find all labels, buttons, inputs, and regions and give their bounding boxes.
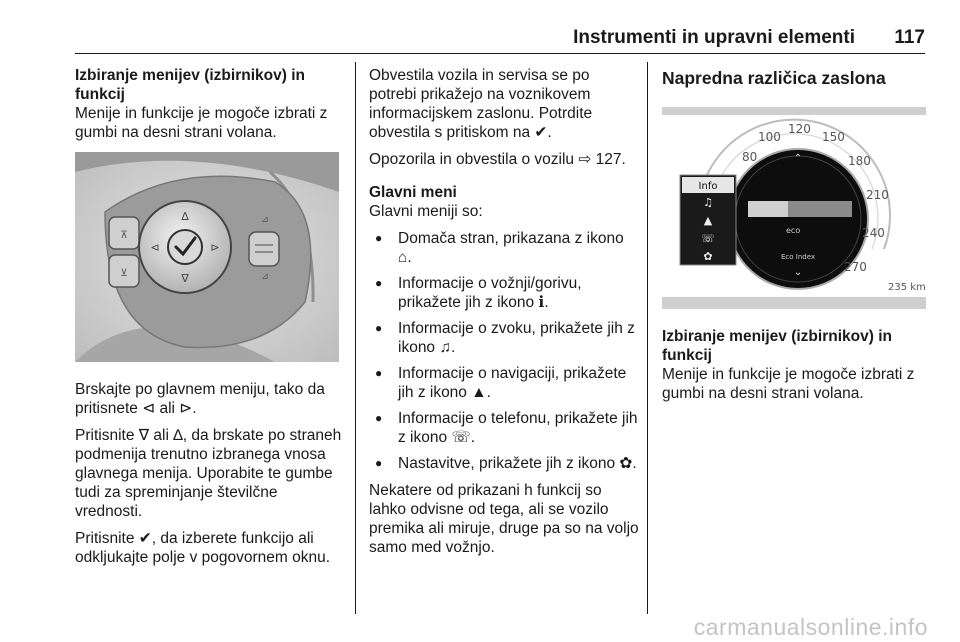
instrument-display-image (662, 99, 926, 309)
list-item: ● Nastavitve, prikažete jih z ikono ✿. (369, 454, 639, 473)
steering-wheel-illustration (75, 152, 339, 362)
menu-label-info: Info (698, 181, 718, 192)
svg-text:⌄: ⌄ (793, 267, 803, 278)
page-header (75, 28, 925, 52)
col2-heading: Glavni meni (369, 184, 457, 201)
steering-wheel-controls-image (75, 152, 339, 362)
header-title: Instrumenti in upravni elementi (573, 27, 855, 48)
svg-text:⊼: ⊼ (120, 230, 128, 241)
eco-index-label: Eco Index (780, 253, 816, 261)
list-item: ● Informacije o telefonu, prikažete jih z ikono ☏. (369, 409, 639, 447)
column-divider-1 (355, 62, 356, 614)
col1-heading: Izbiranje menijev (izbirnikov) in funkcij (75, 67, 305, 103)
watermark: carmanualsonline.info (693, 614, 928, 640)
list-item: ● Informacije o zvoku, prikažete jih z ikono ♫. (369, 319, 639, 357)
speed-tick: 100 (758, 130, 781, 144)
eco-label: eco (786, 226, 801, 235)
column-1 (75, 66, 345, 575)
svg-text:⊿: ⊿ (261, 215, 269, 225)
navigation-icon: ▲ (703, 214, 713, 227)
speed-tick: 80 (742, 150, 758, 164)
col3-heading: Izbiranje menijev (izbirnikov) in funkcij (662, 328, 892, 364)
speed-tick: 120 (788, 122, 811, 136)
svg-text:∇: ∇ (181, 272, 189, 285)
col1-para3: Pritisnite ✔, da izberete funkcijo ali odkljukajte polje v pogovornem oknu. (75, 530, 331, 566)
col1-para1: Brskajte po glavnem meniju, tako da pritisnete ⊲ ali ⊳. (75, 381, 325, 417)
svg-text:⊻: ⊻ (120, 268, 128, 279)
col1-para2: Pritisnite ∇ ali ∆, da brskate po straneh podmenija trenutno izbranega vnosa glavnega menija. Uporabite te gumbe tudi za spreminjanje številčne vrednosti. (75, 427, 342, 520)
audio-icon: ♫ (703, 196, 713, 209)
col2-intro: Glavni meniji so: (369, 203, 483, 220)
col2-para1: Obvestila vozila in servisa se po potrebi prikažejo na voznikovem informacijskem zaslonu. Potrdite obvestila s pritiskom na ✔. (369, 67, 593, 141)
speed-tick: 210 (866, 188, 889, 202)
column-divider-2 (647, 62, 648, 614)
list-item: ● Informacije o navigaciji, prikažete jih z ikono ▲. (369, 364, 639, 402)
svg-text:⊿: ⊿ (261, 272, 269, 282)
svg-text:⊳: ⊳ (210, 241, 220, 254)
col2-para2: Opozorila in obvestila o vozilu ⇨ 127. (369, 151, 626, 168)
settings-icon: ✿ (703, 250, 713, 263)
speed-tick: 180 (848, 154, 871, 168)
speed-tick: 270 (844, 260, 867, 274)
col1-intro: Menije in funkcije je mogoče izbrati z gumbi na desni strani volana. (75, 105, 328, 141)
svg-text:⊲: ⊲ (150, 241, 160, 254)
cluster-illustration (662, 99, 926, 309)
speed-tick: 150 (822, 130, 845, 144)
page-number: 117 (894, 27, 925, 48)
phone-icon: ☏ (701, 232, 715, 245)
list-item: ● Domača stran, prikazana z ikono ⌂. (369, 229, 639, 267)
col2-para3: Nekatere od prikazani h funkcij so lahko odvisne od tega, ali se vozilo premika ali miruje, druge pa so na voljo samo med vožnjo. (369, 482, 639, 556)
section-heading: Napredna različica zaslona (662, 68, 886, 88)
col3-intro: Menije in funkcije je mogoče izbrati z gumbi na desni strani volana. (662, 366, 915, 402)
column-2 (369, 66, 639, 565)
svg-text:∆: ∆ (181, 210, 189, 223)
range-label: 235 km (888, 282, 926, 293)
header-rule (75, 53, 925, 54)
list-item: ● Informacije o vožnji/gorivu, prikažete jih z ikono ℹ. (369, 274, 639, 312)
main-menu-list (369, 229, 639, 473)
speed-tick: 240 (862, 226, 885, 240)
column-3 (662, 66, 927, 411)
svg-text:⌃: ⌃ (793, 153, 803, 164)
